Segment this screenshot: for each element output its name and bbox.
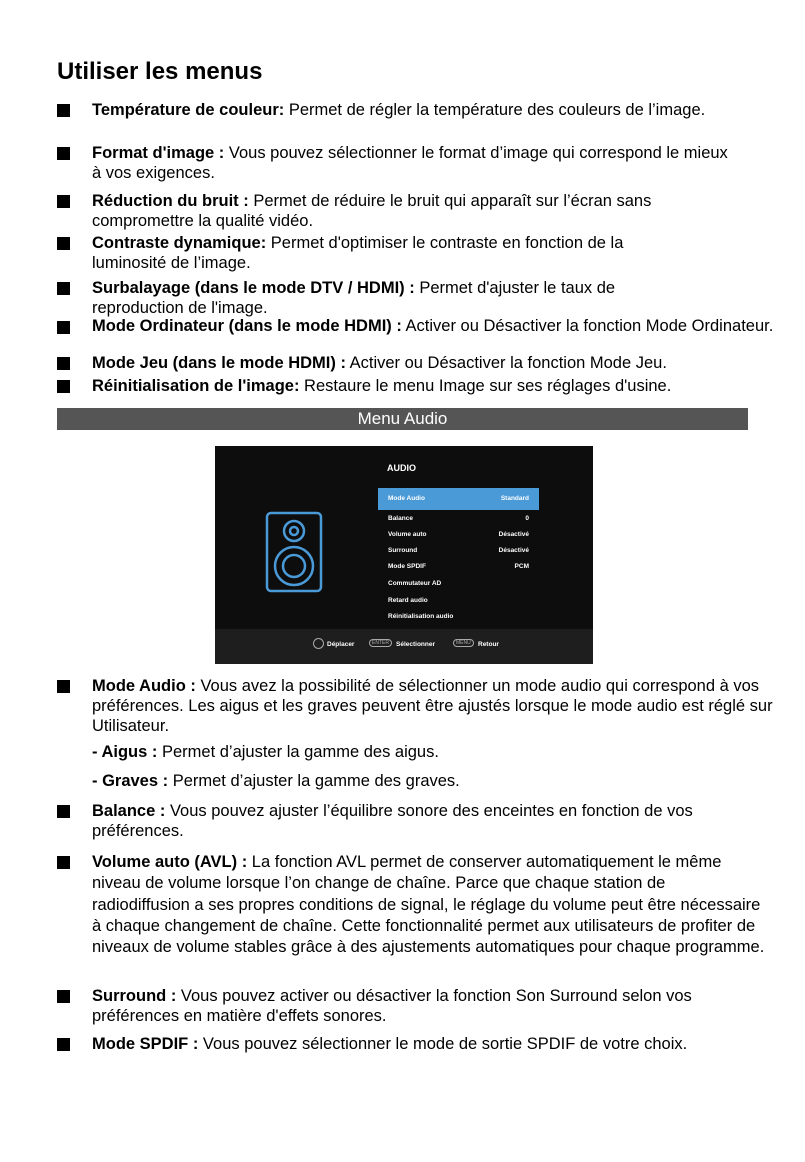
section-banner: Menu Audio <box>57 408 748 430</box>
bullet-square-icon <box>57 856 70 869</box>
bullet-square-icon <box>57 357 70 370</box>
sub-treble: - Aigus : Permet d’ajuster la gamme des aigus. <box>92 743 439 761</box>
bullet-square-icon <box>57 282 70 295</box>
bullet-balance: Balance : Vous pouvez ajuster l’équilibre sonore des enceintes en fonction de vos préférences. <box>92 801 752 841</box>
bullet-square-icon <box>57 147 70 160</box>
tv-menu-item-balance[interactable]: Balance 0 <box>388 515 529 522</box>
navigate-arrows-icon <box>313 638 324 649</box>
bullet-mode-audio: Mode Audio : Vous avez la possibilité de sélectionner un mode audio qui correspond à vos préférences. Les aigus et les graves peuvent être ajustés lorsque le mode audio est réglé sur Utilisateur. <box>92 676 782 736</box>
tv-menu-item-audio-delay[interactable]: Retard audio <box>388 597 428 604</box>
bullet-square-icon <box>57 195 70 208</box>
page-title: Utiliser les menus <box>57 58 263 85</box>
bullet-square-icon <box>57 805 70 818</box>
bullet-volume-auto: Volume auto (AVL) : La fonction AVL permet de conserver automatiquement le même niveau de volume lorsque l’on change de chaîne. Parce que chaque station de radiodiffusion a ses propres conditions de signal, le réglage du volume peut être nécessaire à chaque changement de chaîne. Cette fonctionnalité permet aux utilisateurs de profiter de niveaux de volume stables grâce à des ajustements automatiques pour chaque programme. <box>92 852 767 958</box>
bullet-square-icon <box>57 104 70 117</box>
tv-menu-item-spdif[interactable]: Mode SPDIF PCM <box>388 563 529 570</box>
bullet-dynamic-contrast: Contraste dynamique: Permet d'optimiser le contraste en fonction de la luminosité de l’image. <box>92 233 692 273</box>
bullet-overscan: Surbalayage (dans le mode DTV / HDMI) : Permet d'ajuster le taux de reproduction de l'image. <box>92 278 682 318</box>
bullet-square-icon <box>57 380 70 393</box>
tv-menu-item-surround[interactable]: Surround Désactivé <box>388 547 529 554</box>
bullet-square-icon <box>57 990 70 1003</box>
speaker-icon <box>265 511 325 595</box>
bullet-surround: Surround : Vous pouvez activer ou désactiver la fonction Son Surround selon vos préférences en matière d'effets sonores. <box>92 986 762 1026</box>
enter-key-icon: ENTER <box>369 639 392 647</box>
menu-key-icon: MENU <box>453 639 474 647</box>
tv-menu-item-ad-switch[interactable]: Commutateur AD <box>388 580 442 587</box>
bullet-image-reset: Réinitialisation de l'image: Restaure le menu Image sur ses réglages d'usine. <box>92 376 782 396</box>
bullet-pc-mode: Mode Ordinateur (dans le mode HDMI) : Activer ou Désactiver la fonction Mode Ordinateur. <box>92 317 782 335</box>
bullet-square-icon <box>57 237 70 250</box>
tv-menu-item-volume-auto[interactable]: Volume auto Désactivé <box>388 531 529 538</box>
tv-audio-menu-screenshot <box>215 446 593 664</box>
bullet-spdif: Mode SPDIF : Vous pouvez sélectionner le mode de sortie SPDIF de votre choix. <box>92 1034 782 1054</box>
bullet-color-temperature: Température de couleur: Permet de régler la température des couleurs de l’image. <box>92 100 782 120</box>
bullet-image-format: Format d'image : Vous pouvez sélectionner le format d’image qui correspond le mieux à vos exigences. <box>92 143 732 183</box>
tv-menu-title: AUDIO <box>387 463 416 473</box>
tv-menu-item-mode-audio[interactable]: Mode Audio Standard <box>378 488 539 510</box>
bullet-square-icon <box>57 321 70 334</box>
bullet-noise-reduction: Réduction du bruit : Permet de réduire le bruit qui apparaît sur l’écran sans compromettre la qualité vidéo. <box>92 191 722 231</box>
tv-menu-item-audio-reset[interactable]: Réinitialisation audio <box>388 613 454 620</box>
tv-menu-footer: Déplacer ENTER Sélectionner MENU Retour <box>215 629 593 664</box>
bullet-square-icon <box>57 1038 70 1051</box>
bullet-square-icon <box>57 680 70 693</box>
bullet-game-mode: Mode Jeu (dans le mode HDMI) : Activer ou Désactiver la fonction Mode Jeu. <box>92 353 782 373</box>
sub-bass: - Graves : Permet d’ajuster la gamme des graves. <box>92 772 460 790</box>
